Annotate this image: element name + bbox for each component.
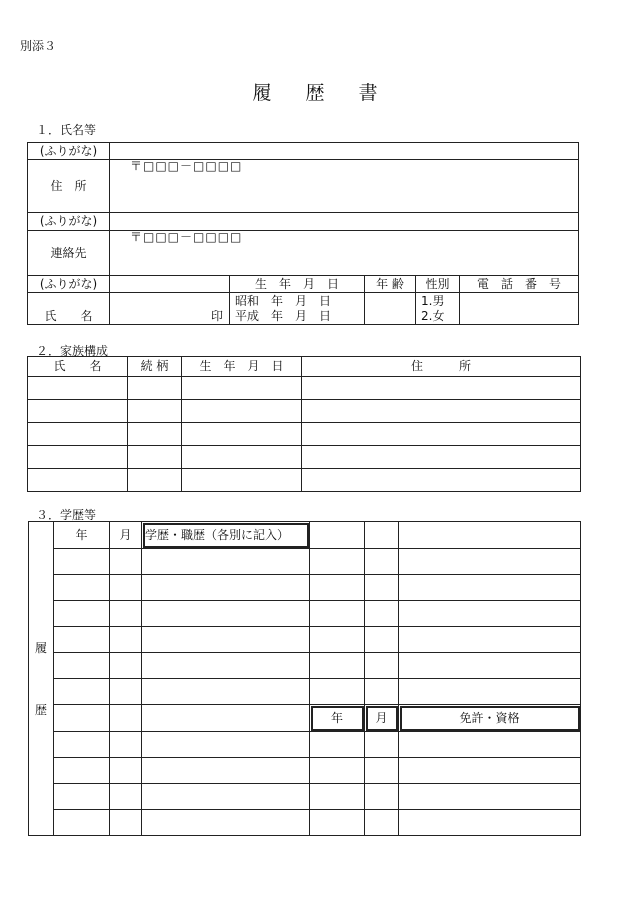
history-cell[interactable]: [110, 653, 142, 679]
birth-heisei: 平成 年 月 日: [235, 308, 332, 323]
col-history: 学歴・職歴（各別に記入）: [142, 522, 310, 549]
postal-code: 〒□□□－□□□□: [130, 230, 243, 244]
history-cell[interactable]: [365, 653, 399, 679]
history-cell[interactable]: [110, 679, 142, 705]
history-cell[interactable]: [310, 522, 365, 549]
license-cell[interactable]: [399, 784, 581, 810]
family-cell[interactable]: [128, 446, 182, 469]
family-cell[interactable]: [28, 446, 128, 469]
history-cell[interactable]: [142, 758, 310, 784]
license-cell[interactable]: [365, 810, 399, 836]
history-cell[interactable]: [365, 522, 399, 549]
family-cell[interactable]: [302, 400, 581, 423]
license-cell[interactable]: [399, 810, 581, 836]
history-cell[interactable]: [142, 732, 310, 758]
family-cell[interactable]: [28, 469, 128, 492]
side-char-2: 歴: [34, 702, 47, 717]
personal-info-table: [27, 142, 579, 325]
birth-date-field[interactable]: [230, 293, 365, 325]
age-header: 年 齢: [365, 276, 416, 293]
history-cell[interactable]: [110, 601, 142, 627]
history-cell[interactable]: [399, 679, 581, 705]
history-cell[interactable]: [54, 601, 110, 627]
family-cell[interactable]: [302, 469, 581, 492]
family-cell[interactable]: [182, 400, 302, 423]
furigana-label: (ふりがな): [28, 143, 110, 160]
history-cell[interactable]: [399, 522, 581, 549]
history-cell[interactable]: [110, 810, 142, 836]
family-col-relation: 続 柄: [128, 357, 182, 377]
table-row: [29, 575, 581, 601]
history-cell[interactable]: [54, 810, 110, 836]
family-cell[interactable]: [28, 400, 128, 423]
history-cell[interactable]: [142, 705, 310, 732]
address-label: 住 所: [28, 160, 110, 213]
document-title: 履歴書: [252, 82, 412, 104]
furigana-label: (ふりがな): [28, 276, 110, 293]
phone-field[interactable]: [460, 293, 579, 325]
history-cell[interactable]: [399, 575, 581, 601]
license-cell[interactable]: [365, 732, 399, 758]
seal-mark: 印: [110, 293, 230, 325]
table-row: [28, 469, 581, 492]
family-cell[interactable]: [128, 400, 182, 423]
history-cell[interactable]: [110, 705, 142, 732]
history-cell[interactable]: [110, 575, 142, 601]
age-field[interactable]: [365, 293, 416, 325]
license-cell[interactable]: [365, 784, 399, 810]
history-side-label: [29, 522, 54, 836]
col-license: 免許・資格: [399, 705, 581, 732]
table-row: [28, 423, 581, 446]
contact-label: 連絡先: [28, 231, 110, 276]
table-row: [29, 653, 581, 679]
family-cell[interactable]: [128, 423, 182, 446]
history-cell[interactable]: [399, 627, 581, 653]
history-cell[interactable]: [399, 549, 581, 575]
history-cell[interactable]: [110, 627, 142, 653]
history-cell[interactable]: [142, 549, 310, 575]
history-table: [28, 521, 581, 836]
history-cell[interactable]: [54, 784, 110, 810]
table-row: [29, 784, 581, 810]
license-cell[interactable]: [310, 732, 365, 758]
license-cell[interactable]: [365, 758, 399, 784]
history-cell[interactable]: [110, 758, 142, 784]
license-cell[interactable]: [399, 758, 581, 784]
history-cell[interactable]: [54, 732, 110, 758]
history-cell[interactable]: [365, 575, 399, 601]
section2-heading: ２．家族構成: [36, 344, 109, 358]
table-row: [29, 810, 581, 836]
history-cell[interactable]: [310, 627, 365, 653]
history-cell[interactable]: [365, 601, 399, 627]
history-cell[interactable]: [310, 653, 365, 679]
section3-heading: ３．学歴等: [36, 508, 97, 522]
name-furigana-field[interactable]: [110, 276, 230, 293]
history-cell[interactable]: [365, 549, 399, 575]
history-cell[interactable]: [110, 732, 142, 758]
col-year-2: 年: [310, 705, 365, 732]
table-row: [28, 400, 581, 423]
family-cell[interactable]: [302, 446, 581, 469]
history-cell[interactable]: [365, 627, 399, 653]
furigana-label: (ふりがな): [28, 213, 110, 231]
history-cell[interactable]: [54, 549, 110, 575]
history-cell[interactable]: [142, 810, 310, 836]
address-furigana-field[interactable]: [110, 143, 579, 160]
history-cell[interactable]: [54, 705, 110, 732]
contact-field[interactable]: [110, 231, 579, 276]
history-cell[interactable]: [54, 758, 110, 784]
gender-male: 1.男: [421, 293, 445, 308]
gender-female: 2.女: [421, 308, 445, 323]
table-row: [29, 758, 581, 784]
family-col-address: 住 所: [302, 357, 581, 377]
table-row: [29, 549, 581, 575]
col-month: 月: [110, 522, 142, 549]
address-field[interactable]: [110, 160, 579, 213]
family-cell[interactable]: [28, 423, 128, 446]
license-cell[interactable]: [310, 810, 365, 836]
history-cell[interactable]: [142, 627, 310, 653]
history-cell[interactable]: [142, 653, 310, 679]
history-cell[interactable]: [365, 679, 399, 705]
family-table: [27, 356, 581, 492]
family-cell[interactable]: [182, 423, 302, 446]
gender-header: 性別: [416, 276, 460, 293]
history-cell[interactable]: [110, 549, 142, 575]
family-cell[interactable]: [28, 377, 128, 400]
history-cell[interactable]: [310, 575, 365, 601]
history-cell[interactable]: [54, 627, 110, 653]
history-cell[interactable]: [54, 679, 110, 705]
history-cell[interactable]: [399, 653, 581, 679]
history-cell[interactable]: [142, 679, 310, 705]
birth-showa: 昭和 年 月 日: [235, 293, 332, 308]
table-row: [29, 601, 581, 627]
family-cell[interactable]: [302, 377, 581, 400]
table-row: [28, 377, 581, 400]
table-row: [29, 679, 581, 705]
gender-field[interactable]: [416, 293, 460, 325]
family-cell[interactable]: [128, 377, 182, 400]
history-cell[interactable]: [310, 679, 365, 705]
section1-heading: １．氏名等: [36, 123, 97, 137]
family-cell[interactable]: [302, 423, 581, 446]
license-cell[interactable]: [310, 758, 365, 784]
family-cell[interactable]: [182, 377, 302, 400]
history-cell[interactable]: [54, 575, 110, 601]
attachment-label: 別添３: [20, 39, 57, 53]
phone-header: 電 話 番 号: [460, 276, 579, 293]
side-char-1: 履: [34, 640, 47, 655]
name-label: 氏 名: [28, 293, 110, 325]
table-row: [29, 627, 581, 653]
license-cell[interactable]: [399, 732, 581, 758]
history-cell[interactable]: [142, 601, 310, 627]
family-cell[interactable]: [128, 469, 182, 492]
postal-code: 〒□□□－□□□□: [130, 159, 243, 173]
birth-date-header: 生 年 月 日: [230, 276, 365, 293]
table-row: [29, 732, 581, 758]
table-row: [28, 446, 581, 469]
history-cell[interactable]: [399, 601, 581, 627]
history-cell[interactable]: [310, 601, 365, 627]
family-cell[interactable]: [182, 469, 302, 492]
col-year: 年: [54, 522, 110, 549]
history-cell[interactable]: [310, 549, 365, 575]
history-cell[interactable]: [54, 653, 110, 679]
history-cell[interactable]: [110, 784, 142, 810]
history-cell[interactable]: [142, 575, 310, 601]
family-col-name: 氏 名: [28, 357, 128, 377]
family-col-birth: 生 年 月 日: [182, 357, 302, 377]
family-cell[interactable]: [182, 446, 302, 469]
history-cell[interactable]: [142, 784, 310, 810]
contact-furigana-field[interactable]: [110, 213, 579, 231]
col-month-2: 月: [365, 705, 399, 732]
license-cell[interactable]: [310, 784, 365, 810]
